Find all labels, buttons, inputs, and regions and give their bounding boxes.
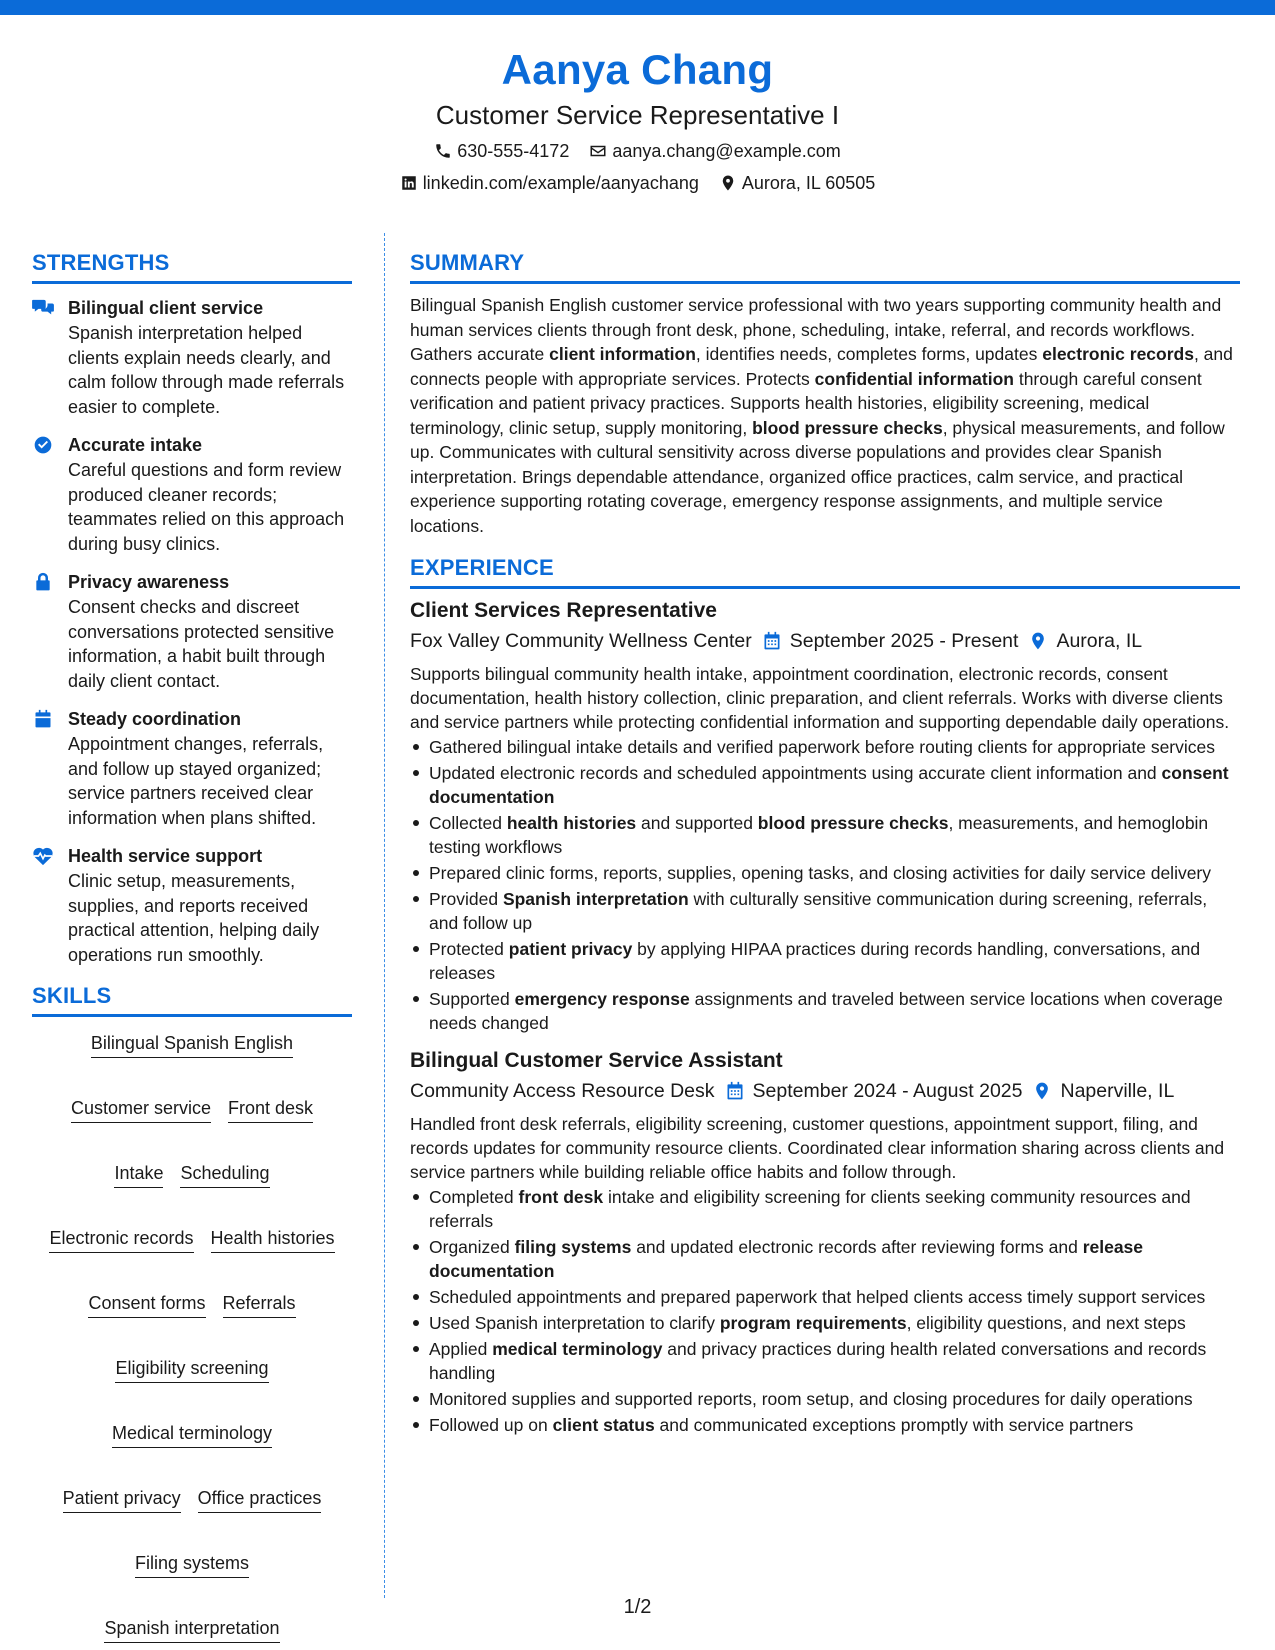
strength-item <box>32 844 352 967</box>
skill-tag: Filing systems <box>135 1551 249 1578</box>
job-meta <box>410 1076 1240 1106</box>
job-title: Customer Service Representative I <box>435 100 840 130</box>
skill-tag: Referrals <box>223 1291 296 1318</box>
bullet-item: Applied medical terminology and privacy practices during health related conversations and records handling <box>410 1337 1240 1385</box>
phone-text: 630-555-4172 <box>457 141 570 161</box>
lock-icon <box>32 572 54 592</box>
job-bullets <box>410 735 1240 1035</box>
strength-title: Steady coordination <box>68 709 242 729</box>
strengths-heading: STRENGTHS <box>32 248 352 284</box>
map-pin-icon <box>1032 1081 1052 1101</box>
company-name: Community Access Resource Desk <box>410 1080 715 1102</box>
resume-header <box>0 42 1275 198</box>
linkedin-contact[interactable] <box>400 168 699 198</box>
left-column <box>32 248 352 1643</box>
bullet-item: Updated electronic records and scheduled appointments using accurate client information and consent documentation <box>410 761 1240 809</box>
strength-title: Bilingual client service <box>68 298 264 318</box>
skill-tag: Medical terminology <box>112 1421 272 1448</box>
skill-tag: Patient privacy <box>63 1486 181 1513</box>
bullet-item: Protected patient privacy by applying HIPAA practices during records handling, conversations, and releases <box>410 937 1240 985</box>
skill-tag: Eligibility screening <box>115 1356 268 1383</box>
job-dates <box>725 1076 1023 1106</box>
skill-tag: Spanish interpretation <box>104 1616 279 1643</box>
calendar-icon <box>762 631 782 651</box>
envelope-icon <box>589 142 607 160</box>
strength-title: Accurate intake <box>68 435 203 455</box>
heart-pulse-icon <box>32 846 54 866</box>
job-location-text: Naperville, IL <box>1060 1080 1175 1102</box>
strength-item <box>32 707 352 830</box>
email-text: aanya.chang@example.com <box>612 141 841 161</box>
strength-item <box>32 433 352 556</box>
contact-row-2 <box>0 168 1275 198</box>
skill-tag: Customer service <box>71 1096 211 1123</box>
skill-tag: Front desk <box>228 1096 313 1123</box>
right-column <box>410 248 1240 1439</box>
linkedin-icon <box>400 174 418 192</box>
bullet-item: Prepared clinic forms, reports, supplies, opening tasks, and closing activities for daily service delivery <box>410 861 1240 885</box>
phone-icon <box>434 142 452 160</box>
linkedin-text: linkedin.com/example/aanyachang <box>422 173 699 193</box>
map-pin-icon <box>719 174 737 192</box>
chat-bubbles-icon <box>32 298 54 318</box>
column-divider <box>384 233 385 1598</box>
summary-text: Bilingual Spanish English customer service professional with two years supporting community health and human services clients through front desk, phone, scheduling, intake, referral, and records workflows. Gathers accurate client information, identifies needs, completes forms, updates electronic records, and connects people with appropriate services. Protects confidential information through careful consent verification and patient privacy practices. Supports health histories, eligibility screening, medical terminology, clinic setup, supply monitoring, blood pressure checks, physical measurements, and follow up. Communicates with cultural sensitivity across diverse populations and provides clear Spanish interpretation. Brings dependable attendance, organized office practices, calm service, and practical experience supporting rotating coverage, emergency response assignments, and multiple service locations. <box>410 295 1233 536</box>
job-entry <box>410 1047 1240 1437</box>
bullet-item: Monitored supplies and supported reports, room setup, and closing procedures for daily operations <box>410 1387 1240 1411</box>
skill-tag: Intake <box>114 1161 163 1188</box>
calendar-icon <box>725 1081 745 1101</box>
job-meta <box>410 626 1240 656</box>
experience-heading: EXPERIENCE <box>410 553 1240 589</box>
bullet-item: Used Spanish interpretation to clarify program requirements, eligibility questions, and next steps <box>410 1311 1240 1335</box>
strength-desc: Spanish interpretation helped clients explain needs clearly, and calm follow through made referrals easier to complete. <box>68 323 345 417</box>
bullet-item: Completed front desk intake and eligibility screening for clients seeking community resources and referrals <box>410 1185 1240 1233</box>
strength-desc: Careful questions and form review produced cleaner records; teammates relied on this approach during busy clinics. <box>68 460 345 554</box>
contact-row-1 <box>0 136 1275 166</box>
bullet-item: Scheduled appointments and prepared paperwork that helped clients access timely support services <box>410 1285 1240 1309</box>
phone-contact[interactable] <box>434 136 569 166</box>
strength-item <box>32 570 352 693</box>
location-text: Aurora, IL 60505 <box>741 173 876 193</box>
strength-title: Health service support <box>68 846 263 866</box>
bullet-item: Organized filing systems and updated electronic records after reviewing forms and release documentation <box>410 1235 1240 1283</box>
bullet-item: Gathered bilingual intake details and verified paperwork before routing clients for appropriate services <box>410 735 1240 759</box>
job-location <box>1028 626 1142 656</box>
job-entry-title: Client Services Representative <box>410 599 717 622</box>
bullet-item: Collected health histories and supported blood pressure checks, measurements, and hemoglobin testing workflows <box>410 811 1240 859</box>
strength-desc: Appointment changes, referrals, and follow up stayed organized; service partners received clear information when plans shifted. <box>68 734 324 828</box>
job-dates-text: September 2025 - Present <box>789 630 1019 652</box>
skill-tag: Bilingual Spanish English <box>91 1031 293 1058</box>
job-entry <box>410 597 1240 1035</box>
summary-heading: SUMMARY <box>410 248 1240 284</box>
skill-tag: Office practices <box>198 1486 322 1513</box>
check-circle-icon <box>32 435 54 455</box>
skill-tag: Scheduling <box>180 1161 269 1188</box>
page-number: 1/2 <box>623 1596 652 1618</box>
company-name: Fox Valley Community Wellness Center <box>410 630 752 652</box>
bullet-item: Followed up on client status and communicated exceptions promptly with service partners <box>410 1413 1240 1437</box>
top-accent-bar <box>0 0 1275 15</box>
skill-tag: Electronic records <box>49 1226 193 1253</box>
bullet-item: Provided Spanish interpretation with culturally sensitive communication during screening, referrals, and follow up <box>410 887 1240 935</box>
strength-desc: Clinic setup, measurements, supplies, and reports received practical attention, helping daily operations run smoothly. <box>68 871 320 965</box>
strength-title: Privacy awareness <box>68 572 230 592</box>
job-location <box>1032 1076 1174 1106</box>
skill-tag: Health histories <box>211 1226 335 1253</box>
job-dates-text: September 2024 - August 2025 <box>752 1080 1023 1102</box>
candidate-name: Aanya Chang <box>501 46 774 93</box>
calendar-icon <box>32 709 54 729</box>
map-pin-icon <box>1028 631 1048 651</box>
job-location-text: Aurora, IL <box>1056 630 1143 652</box>
job-description: Supports bilingual community health intake, appointment coordination, electronic records, consent documentation, health history collection, clinic preparation, and client referrals. Works with diverse clients and service partners while protecting confidential information and supporting dependable daily operations. <box>410 664 1230 732</box>
job-dates <box>762 626 1019 656</box>
bullet-item: Supported emergency response assignments and traveled between service locations when coverage needs changed <box>410 987 1240 1035</box>
skill-tag: Consent forms <box>88 1291 205 1318</box>
job-bullets <box>410 1185 1240 1437</box>
strength-item <box>32 296 352 419</box>
skills-list <box>32 1031 352 1643</box>
skills-heading: SKILLS <box>32 981 352 1017</box>
email-contact[interactable] <box>589 136 840 166</box>
location-contact <box>719 168 875 198</box>
strength-desc: Consent checks and discreet conversations protected sensitive information, a habit built through daily client contact. <box>68 597 335 691</box>
job-description: Handled front desk referrals, eligibility screening, customer questions, appointment support, filing, and records updates for community resource clients. Coordinated clear information sharing across clients and service partners while building reliable office habits and follow through. <box>410 1114 1225 1182</box>
strengths-list <box>32 296 352 967</box>
job-entry-title: Bilingual Customer Service Assistant <box>410 1049 783 1072</box>
